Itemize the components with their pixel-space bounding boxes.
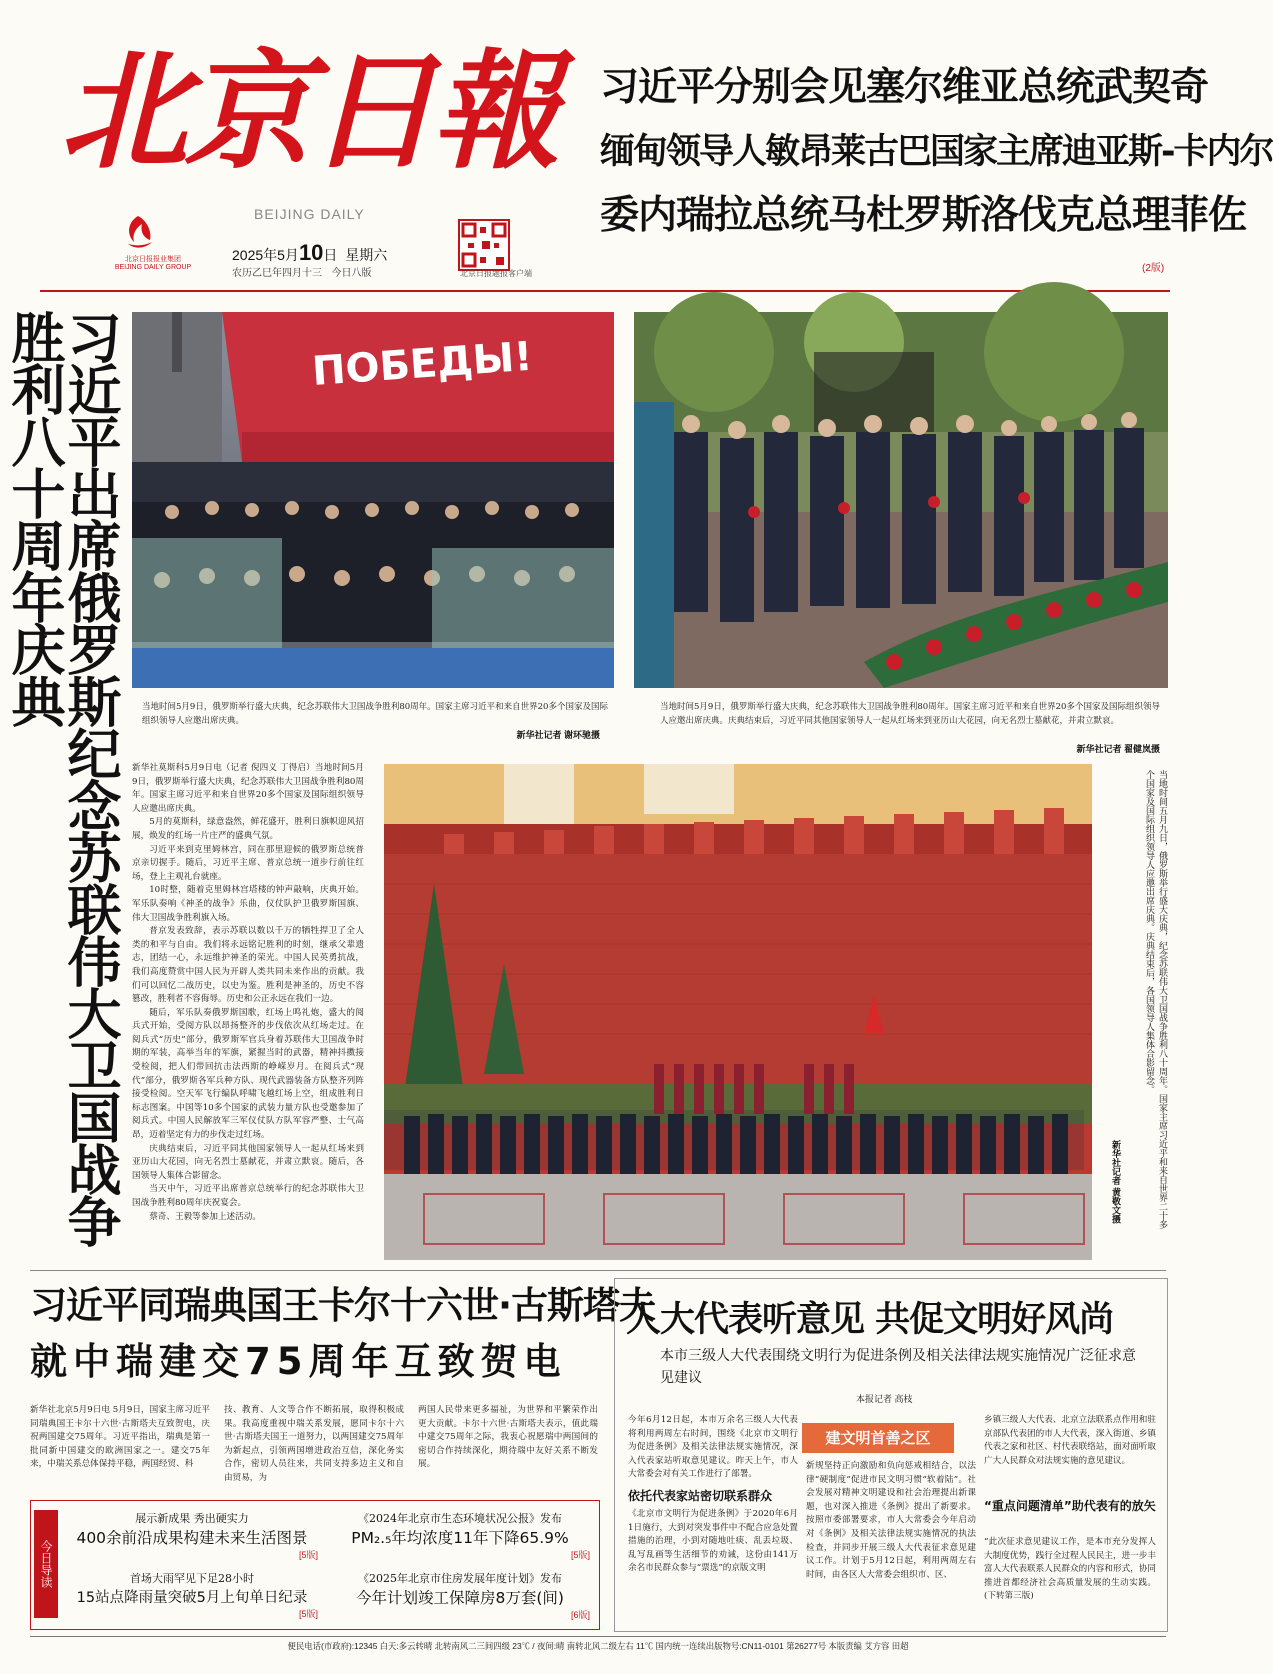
lunar-date: 农历乙巳年四月十三 今日八版 (232, 268, 372, 279)
lead-paragraph-4: 10时整，随着克里姆林宫塔楼的钟声敲响，庆典开始。军乐队奏响《神圣的战争》乐曲，仪仗队护卫俄罗斯国旗、伟大卫国战争胜利旗入场。 (132, 885, 364, 923)
story2-col-3: 两国人民带来更多福祉，为世界和平繁荣作出更大贡献。卡尔十六世·古斯塔夫表示，值此瑞中建交75周年之际，我衷心祝愿瑞中两国间的密切合作持续深化，期待瑞中友好关系不断发展。 (418, 1405, 598, 1470)
story2-col-1: 新华社北京5月9日电 5月9日，国家主席习近平同瑞典国王卡尔十六世·古斯塔夫互致贺电，庆祝两国建交75周年。习近平指出，瑞典是第一批同新中国建交的欧洲国家之一。建交75年来，中瑞关系总体保持平稳，两国经贸、科 (30, 1405, 210, 1470)
qr-caption: 北京日报题报客户端 (460, 269, 532, 278)
lead-story-body (132, 762, 364, 1262)
lead-paragraph-8: 当天中午，习近平出席普京总统举行的纪念苏联伟大卫国战争胜利80周年庆祝宴会。 (132, 1184, 364, 1208)
photo1-credit: 新华社记者 谢环驰摄 (516, 730, 600, 740)
story3-col-1b: 《北京市文明行为促进条例》于2020年6月1日施行，大到对突发事件中不配合应急处置措施的治理，小到对随地吐痰、乱丢垃圾、乱写乱画等生活细节的劝诫，这份由141万余名市民群众参与“票选”的京版文明 (628, 1509, 798, 1574)
photo-parade-tribune[interactable] (132, 312, 614, 688)
lead-paragraph-6: 随后，军乐队奏俄罗斯国歌，红场上鸣礼炮，盛大的阅兵式开始，受阅方队以昂扬整齐的步伐依次从红场走过。在阅兵式“历史”部分，俄罗斯军官兵身着苏联伟大卫国战争时期的军装，高举当年的军旗，紧握当时的武器，精神抖擞接受检阅，把人们带回抗击法西斯的峥嵘岁月。在阅兵式“现代”部分，俄罗斯各军兵种方队、现代武器装备方队整齐列阵接受检阅。空天军飞行编队呼啸飞越红场上空，组成胜利日标志图案。中国等10多个国家的武装力量方队也受邀参加了阅兵式。中国人民解放军三军仪仗队方队军容严整、士气高昂，迈着坚定有力的步伐走过红场。 (132, 1007, 364, 1141)
photo1-caption: 当地时间5月9日，俄罗斯举行盛大庆典，纪念苏联伟大卫国战争胜利80周年。国家主席习近平和来自世界20多个国家及国际组织领导人应邀出席庆典。 (142, 702, 608, 726)
todays-guide-label: 今日导读 (34, 1510, 58, 1618)
photo-banner-text: ПОБЕДЫ! (310, 333, 534, 395)
lead-vertical-headline[interactable]: 习近平出席俄罗斯纪念苏联伟大卫国战争胜利八十周年庆典 (3, 310, 122, 1246)
masthead-english-name: BEIJING DAILY (254, 206, 365, 222)
story3-col-3b: “此次征求意见建议工作，是本市充分发挥人大制度优势，践行全过程人民民主，进一步丰富人大代表联系人民群众的内容和形式，协同推进首都经济社会高质量发展的生动实践。(下转第三版) (984, 1537, 1156, 1602)
guide-item-1[interactable]: 展示新成果 秀出硬实力 400余前沿成果构建未来生活图景 [5版] (76, 1512, 318, 1560)
photo3-vertical-credit: 新华社记者 黄敬文摄 (1111, 1140, 1121, 1224)
section-divider (30, 1270, 1166, 1271)
story3-byline: 本报记者 高枝 (856, 1394, 913, 1404)
group-logo-icon (118, 212, 158, 252)
story3-subhead-2: “重点问题清单”助代表有的放矢 (984, 1499, 1156, 1513)
guide-item-2[interactable]: 《2024年北京市生态环境状况公报》发布 PM₂.₅年均浓度11年下降65.9% [5版] (351, 1512, 590, 1560)
issue-date: 2025年5月10日 星期六 (232, 240, 388, 265)
top-headline-line-3[interactable]: 委内瑞拉总统马杜罗斯洛伐克总理菲佐 (600, 193, 1247, 238)
photo3-vertical-caption: 当地时间五月九日，俄罗斯举行盛大庆典，纪念苏联伟大卫国战争胜利八十周年。国家主席习近平和来自世界二十多个国家及国际组织领导人应邀出席庆典。庆典结束后，各国领导人集体合影留念。 (1144, 770, 1167, 1229)
guide-item-4[interactable]: 《2025年北京市住房发展年度计划》发布 今年计划竣工保障房8万套(间) [6版] (356, 1572, 590, 1620)
lead-paragraph-9: 蔡奇、王毅等参加上述活动。 (149, 1211, 261, 1222)
top-headline-page-ref[interactable]: (2版) (1142, 263, 1165, 274)
masthead-divider (40, 290, 1170, 292)
story3-col-1a: 今年6月12日起，本市万余名三级人大代表将利用两周左右时间，围绕《北京市文明行为促进条例》及相关法律法规实施情况，深入代表家站听取意见建议。昨天上午，市人大常委会对有关工作进行了部署。 (628, 1415, 798, 1480)
guide-item-3[interactable]: 首场大雨罕见下足28小时 15站点降雨量突破5月上旬单日纪录 [5版] (76, 1572, 318, 1619)
photo2-credit: 新华社记者 翟健岚摄 (1076, 744, 1160, 754)
group-name: 北京日报报业集团 BEIJING DAILY GROUP (114, 256, 192, 271)
photo-wreath-laying[interactable] (634, 312, 1168, 688)
story2-col-2: 技、教育、人文等合作不断拓展，取得积极成果。我高度重视中瑞关系发展，愿同卡尔十六世·古斯塔夫国王一道努力，以两国建交75周年为新起点，引领两国增进政治互信，深化务实合作，密切人员往来，共同支持多边主义和自由贸易，为 (224, 1405, 404, 1483)
top-headline-line-2[interactable]: 缅甸领导人敏昂莱古巴国家主席迪亚斯-卡内尔 (600, 132, 1273, 172)
lead-paragraph-5: 普京发表致辞，表示苏联以数以千万的牺牲捍卫了全人类的和平与自由。我们将永远铭记胜利的时刻，继承父辈遗志，团结一心，永远维护神圣的荣光。中国人民英勇抗战，我们高度赞赏中国人民为开辟人类共同未来作出的贡献。我们可以回忆二战历史，以史为鉴。胜利是神圣的，历史不容篡改，胜利者不容侮辱。历史和公正永远在我们一边。 (132, 926, 364, 1005)
masthead-title: 北京日報 (60, 37, 557, 187)
lead-paragraph-7: 庆典结束后，习近平同其他国家领导人一起从红场来到亚历山大花园，向无名烈士墓献花，并肃立默哀。随后，各国领导人集体合影留念。 (132, 1143, 364, 1181)
top-headline-line-1[interactable]: 习近平分别会见塞尔维亚总统武契奇 (600, 65, 1209, 110)
photo2-caption: 当地时间5月9日，俄罗斯举行盛大庆典，纪念苏联伟大卫国战争胜利80周年。国家主席习近平和来自世界20多个国家及国际组织领导人应邀出席庆典。庆典结束后，习近平同其他国家领导人一起从红场来到亚历山大花园，向无名烈士墓献花，并肃立默哀。 (660, 702, 1160, 726)
lead-paragraph-1: 新华社莫斯科5月9日电（记者 倪四义 丁得启）当地时间5月9日，俄罗斯举行盛大庆典，纪念苏联伟大卫国战争胜利80周年。国家主席习近平和来自世界20多个国家及国际组织领导人应邀出席庆典。 (132, 763, 364, 814)
story3-headline[interactable]: 人大代表听意见 共促文明好风尚 (626, 1299, 1114, 1340)
story3-col-3a: 乡镇三级人大代表、北京立法联系点作用和驻京部队代表团的市人大代表，深入街道、乡镇代表之家和社区、村代表联络站，面对面听取广大人民群众对法规实施的意见建议。 (984, 1415, 1156, 1466)
story2-headline[interactable]: 习近平同瑞典国王卡尔十六世·古斯塔夫 就中瑞建交75周年互致贺电 (30, 1284, 656, 1383)
lead-paragraph-2: 5月的莫斯科，绿意盎然，鲜花盛开，胜利日旗帜迎风招展，焕发的红场一片庄严的盛典气氛。 (132, 817, 364, 841)
story3-subhead-1: 依托代表家站密切联系群众 (628, 1489, 773, 1503)
footer-info: 便民电话(市政府):12345 白天:多云转晴 北转南风二三间四级 23℃ / 夜间:晴 南转北风二级左右 11℃ 国内统一连续出版物号:CN11-0101 第26277号 本版责编 艾方容 田超 (287, 1641, 909, 1651)
photo-group-kremlin-wall[interactable] (384, 764, 1092, 1260)
column-tag: 建文明首善之区 (802, 1423, 954, 1453)
footer-divider (30, 1636, 1166, 1637)
story3-col-2: 新规坚持正向激励和负向惩戒相结合，以法律“硬制度”促进市民文明习惯“软着陆”。社会发展对精神文明建设和社会治理提出新课题，也对深入推进《条例》提出了新要求。按照市委部署要求，市人大常委会今年启动对《条例》及相关法律法规实施情况的执法检查，并同步开展三级人大代表征求意见建议工作。计划于5月12日起，利用两周左右时间，由各区人大常委会组织市、区、 (806, 1461, 976, 1580)
story3-subheadline: 本市三级人大代表围绕文明行为促进条例及相关法律法规实施情况广泛征求意见建议 (660, 1348, 1136, 1386)
qr-code-icon[interactable] (458, 219, 510, 271)
lead-paragraph-3: 习近平来到克里姆林宫，同在那里迎候的俄罗斯总统普京亲切握手。随后，习近平主席、普京总统一道步行前往红场，登上主观礼台就座。 (132, 844, 364, 882)
